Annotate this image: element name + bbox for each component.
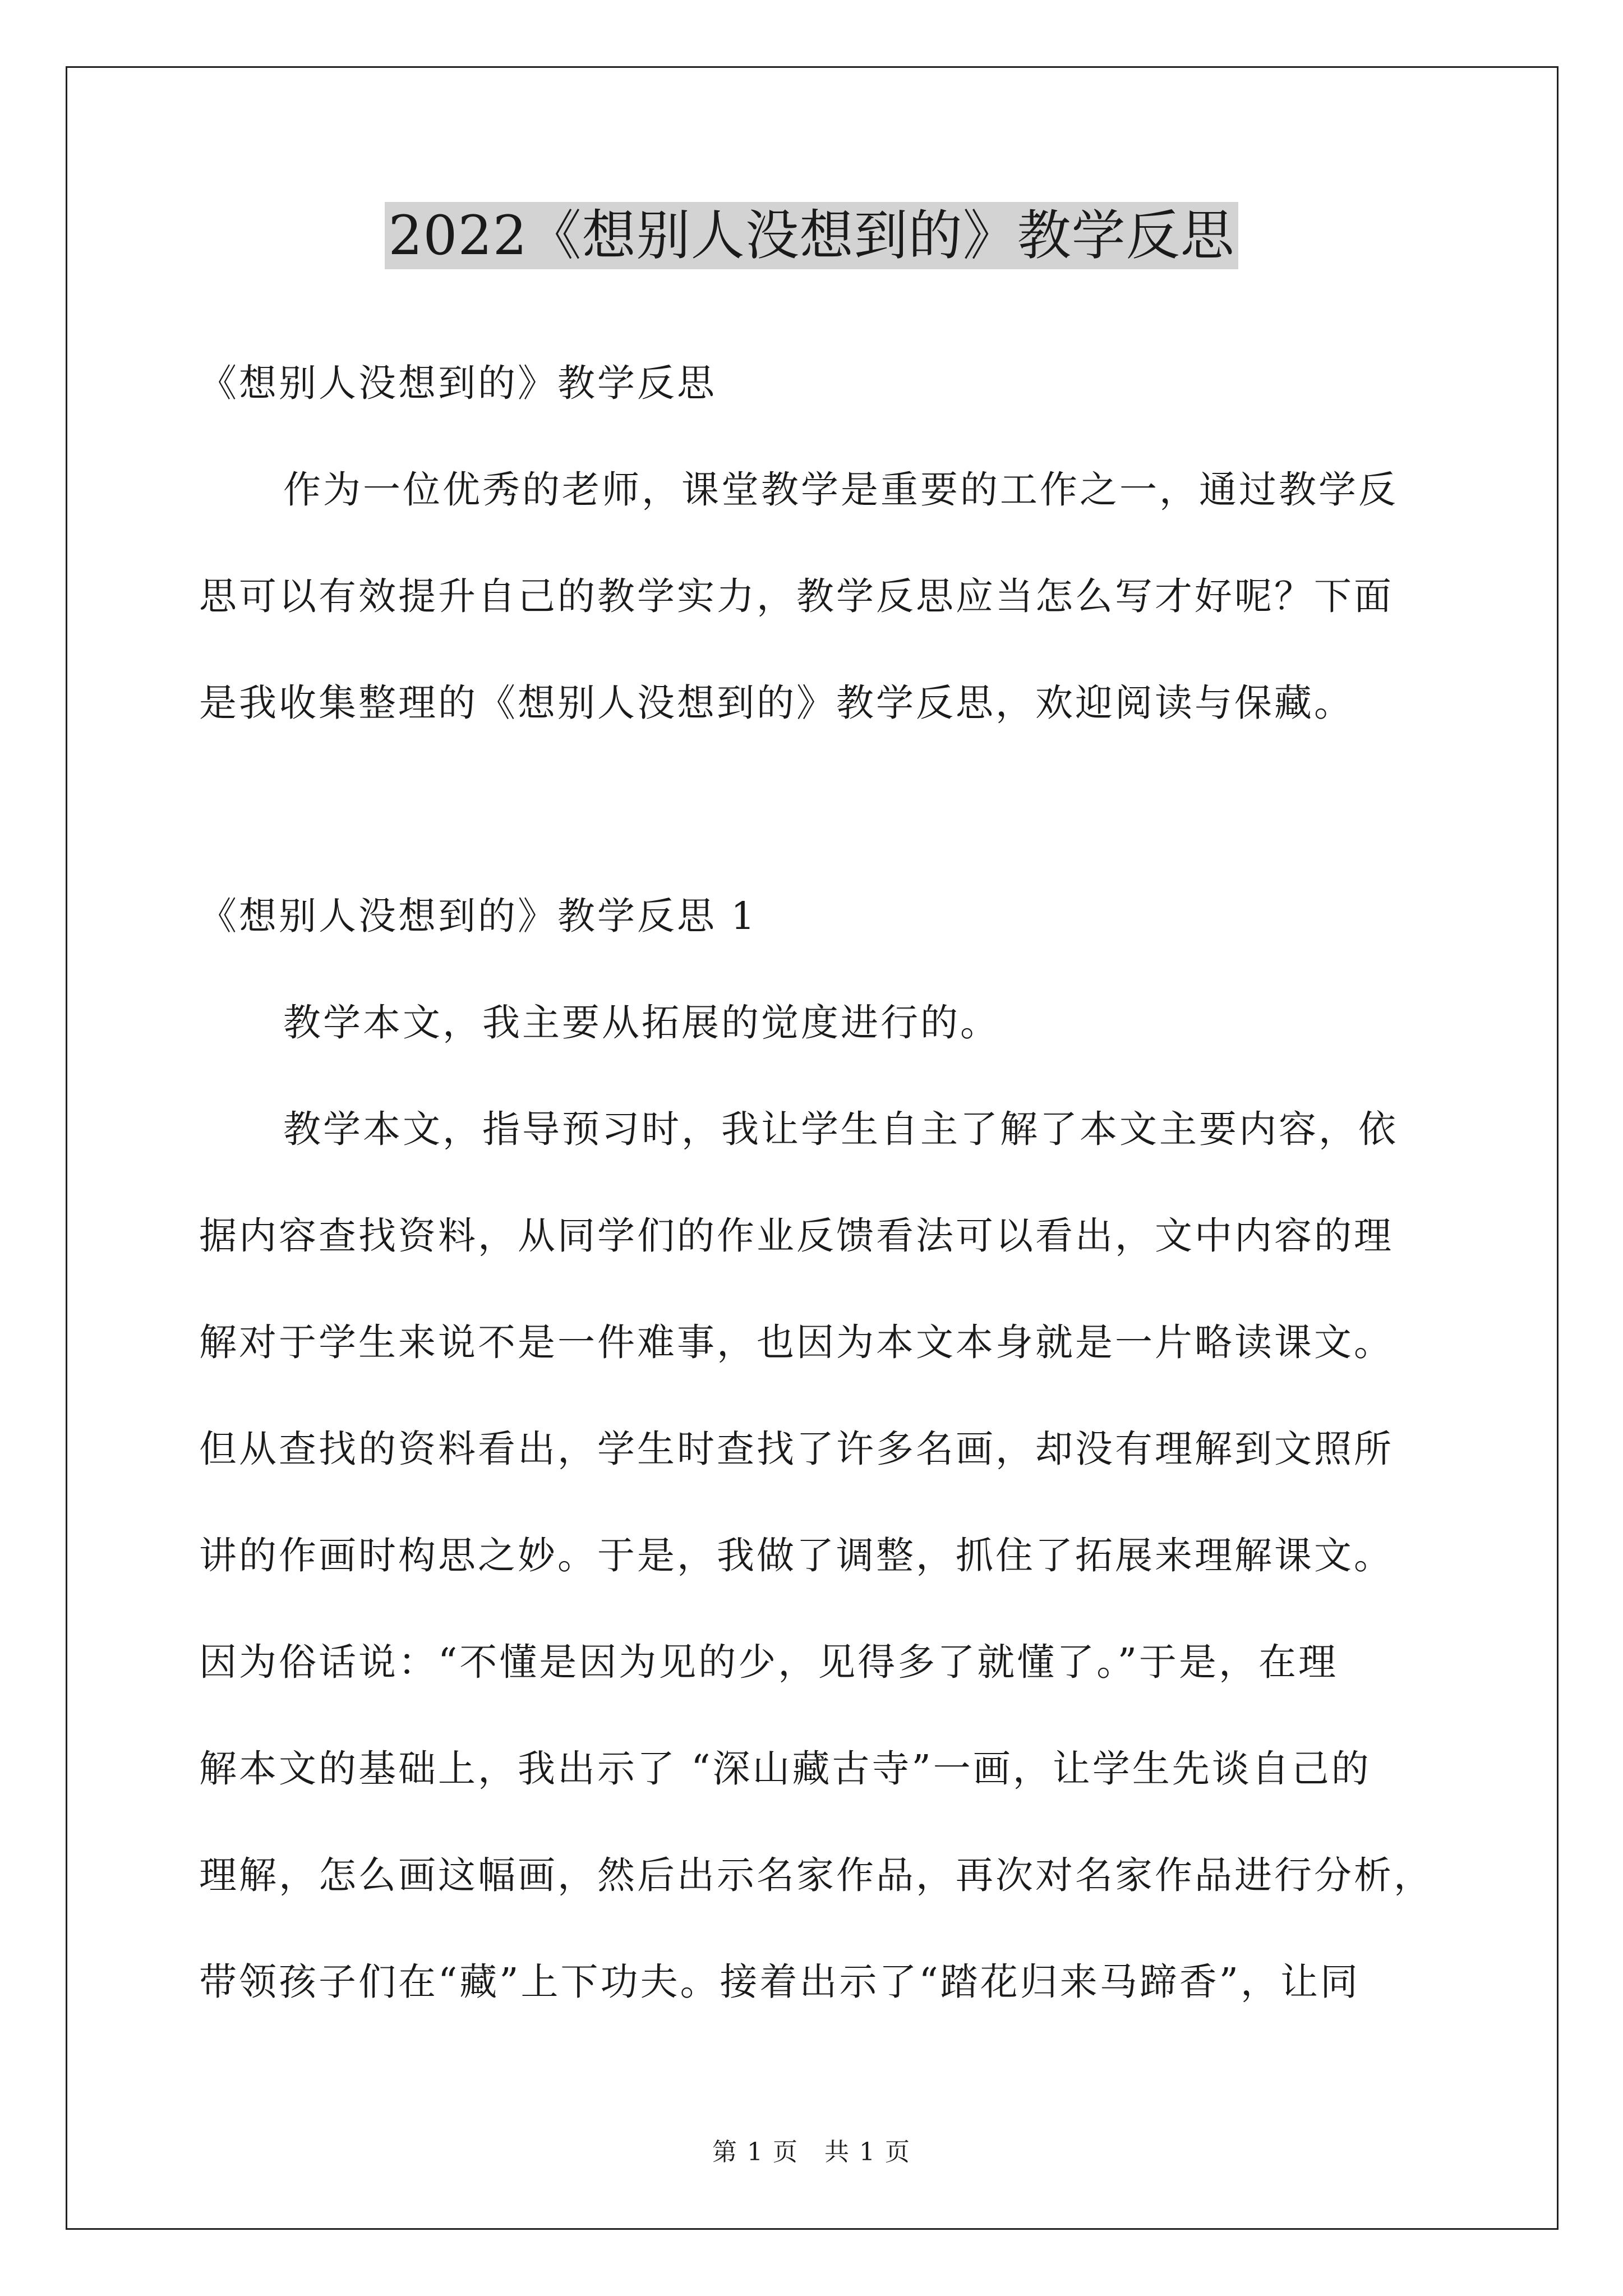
paragraph-line: 带领孩子们在“藏”上下功夫。接着出示了“踏花归来马蹄香”，让同 (199, 1960, 1361, 2004)
paragraph-line: 解对于学生来说不是一件难事，也因为本文本身就是一片略读课文。 (199, 1320, 1394, 1364)
page-footer: 第 1 页 共 1 页 (712, 2138, 911, 2166)
subtitle-line: 《想别人没想到的》教学反思 (199, 361, 717, 405)
paragraph-line: 据内容查找资料，从同学们的作业反馈看法可以看出，文中内容的理 (199, 1214, 1394, 1258)
paragraph-line: 因为俗话说：“不懂是因为见的少，见得多了就懂了。”于是，在理 (199, 1640, 1339, 1684)
paragraph-line: 教学本文，指导预习时，我让学生自主了解了本文主要内容，依 (283, 1107, 1398, 1151)
title-container (0, 202, 1623, 269)
paragraph-line: 但从查找的资料看出，学生时查找了许多名画，却没有理解到文照所 (199, 1427, 1394, 1471)
paragraph-line: 理解，怎么画这幅画，然后出示名家作品，再次对名家作品进行分析， (199, 1853, 1433, 1897)
paragraph-line: 讲的作画时构思之妙。于是，我做了调整，抓住了拓展来理解课文。 (199, 1534, 1394, 1577)
paragraph-line: 教学本文，我主要从拓展的觉度进行的。 (283, 1001, 1000, 1045)
intro-line-1: 作为一位优秀的老师，课堂教学是重要的工作之一，通过教学反 (283, 468, 1398, 512)
intro-line-3: 是我收集整理的《想别人没想到的》教学反思，欢迎阅读与保藏。 (199, 681, 1354, 725)
section-heading-1: 《想别人没想到的》教学反思 1 (199, 894, 757, 938)
paragraph-line: 解本文的基础上，我出示了 “深山藏古寺”一画，让学生先谈自己的 (199, 1747, 1371, 1791)
document-title: 2022《想别人没想到的》教学反思 (385, 202, 1238, 269)
intro-line-2: 思可以有效提升自己的教学实力，教学反思应当怎么写才好呢？下面 (199, 574, 1394, 618)
